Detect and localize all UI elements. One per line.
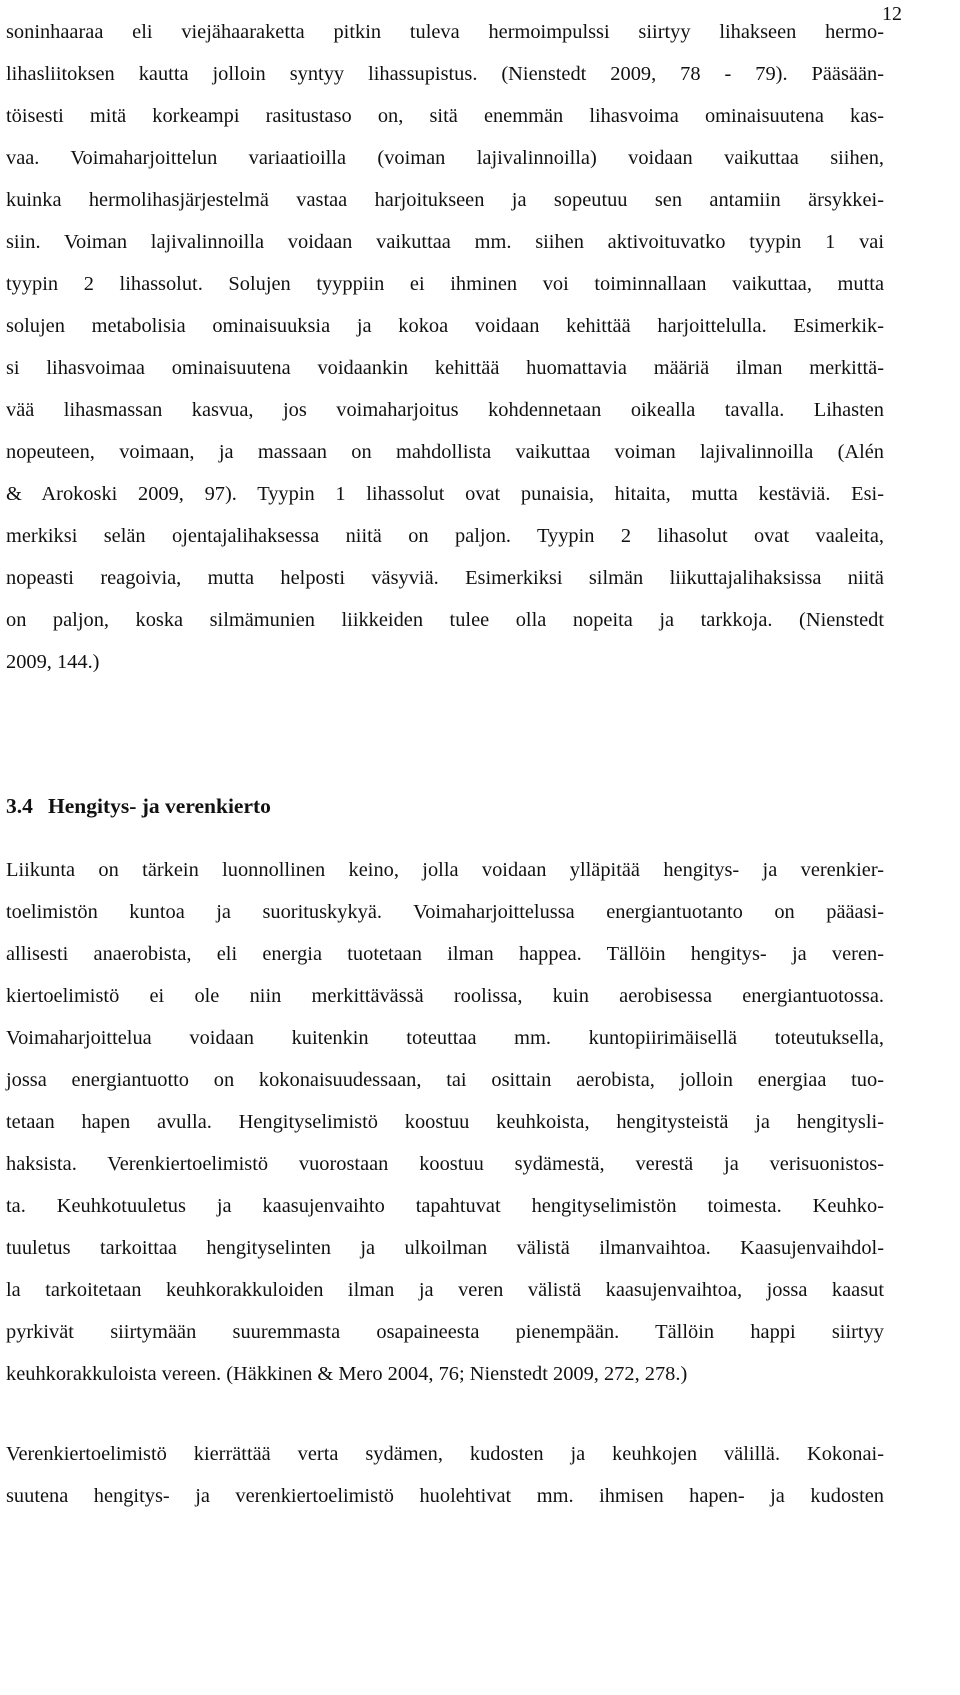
text-line: allisesti anaerobista, eli energia tuotetaan ilman happea. Tällöin hengitys- ja veren- xyxy=(6,943,884,965)
text-line: soninhaaraa eli viejähaaraketta pitkin tuleva hermoimpulssi siirtyy lihakseen hermo- xyxy=(6,21,884,43)
section-number: 3.4 xyxy=(6,794,33,818)
text-line: vaa. Voimaharjoittelun variaatioilla (voiman lajivalinnoilla) voidaan vaikuttaa siihen, xyxy=(6,147,884,169)
text-line: nopeuteen, voimaan, ja massaan on mahdollista vaikuttaa voiman lajivalinnoilla (Alén xyxy=(6,441,884,463)
text-line: ta. Keuhkotuuletus ja kaasujenvaihto tapahtuvat hengityselimistön toimesta. Keuhko- xyxy=(6,1195,884,1217)
text-line: toelimistön kuntoa ja suorituskykyä. Voimaharjoittelussa energiantuotanto on pääasi- xyxy=(6,901,884,923)
text-line: tuuletus tarkoittaa hengityselinten ja ulkoilman välistä ilmanvaihtoa. Kaasujenvaihdol- xyxy=(6,1237,884,1259)
text-line: Liikunta on tärkein luonnollinen keino, jolla voidaan ylläpitää hengitys- ja verenkier- xyxy=(6,859,884,881)
section-title: Hengitys- ja verenkierto xyxy=(48,794,271,818)
text-line: solujen metabolisia ominaisuuksia ja kokoa voidaan kehittää harjoittelulla. Esimerkik- xyxy=(6,315,884,337)
text-line: & Arokoski 2009, 97). Tyypin 1 lihassolut ovat punaisia, hitaita, mutta kestäviä. Esi- xyxy=(6,483,884,505)
text-line: la tarkoitetaan keuhkorakkuloiden ilman ja veren välistä kaasujenvaihtoa, jossa kaasut xyxy=(6,1279,884,1301)
text-line: jossa energiantuotto on kokonaisuudessaan, tai osittain aerobista, jolloin energiaa tuo- xyxy=(6,1069,884,1091)
text-line: nopeasti reagoivia, mutta helposti väsyviä. Esimerkiksi silmän liikuttajalihaksissa niitä xyxy=(6,567,884,589)
text-line: Voimaharjoittelua voidaan kuitenkin toteuttaa mm. kuntopiirimäisellä toteutuksella, xyxy=(6,1027,884,1049)
text-line: tyypin 2 lihassolut. Solujen tyyppiin ei ihminen voi toiminnallaan vaikuttaa, mutta xyxy=(6,273,884,295)
section-heading xyxy=(6,792,271,820)
text-line: on paljon, koska silmämunien liikkeiden tulee olla nopeita ja tarkkoja. (Nienstedt xyxy=(6,609,884,631)
page-number: 12 xyxy=(882,3,902,25)
text-line: Verenkiertoelimistö kierrättää verta sydämen, kudosten ja keuhkojen välillä. Kokonai- xyxy=(6,1443,884,1465)
text-line: keuhkorakkuloista vereen. (Häkkinen & Mero 2004, 76; Nienstedt 2009, 272, 278.) xyxy=(6,1363,688,1385)
text-line: pyrkivät siirtymään suuremmasta osapaineesta pienempään. Tällöin happi siirtyy xyxy=(6,1321,884,1343)
text-line: 2009, 144.) xyxy=(6,651,100,673)
text-line: töisesti mitä korkeampi rasitustaso on, sitä enemmän lihasvoima ominaisuutena kas- xyxy=(6,105,884,127)
text-line: suutena hengitys- ja verenkiertoelimistö huolehtivat mm. ihmisen hapen- ja kudosten xyxy=(6,1485,884,1507)
text-line: kuinka hermolihasjärjestelmä vastaa harjoitukseen ja sopeutuu sen antamiin ärsykkei- xyxy=(6,189,884,211)
text-line: vää lihasmassan kasvua, jos voimaharjoitus kohdennetaan oikealla tavalla. Lihasten xyxy=(6,399,884,421)
text-line: merkiksi selän ojentajalihaksessa niitä on paljon. Tyypin 2 lihasolut ovat vaaleita, xyxy=(6,525,884,547)
text-line: haksista. Verenkiertoelimistö vuorostaan koostuu sydämestä, verestä ja verisuonistos- xyxy=(6,1153,884,1175)
text-line: siin. Voiman lajivalinnoilla voidaan vaikuttaa mm. siihen aktivoituvatko tyypin 1 vai xyxy=(6,231,884,253)
text-line: tetaan hapen avulla. Hengityselimistö koostuu keuhkoista, hengitysteistä ja hengitysli- xyxy=(6,1111,884,1133)
text-line: kiertoelimistö ei ole niin merkittävässä roolissa, kuin aerobisessa energiantuotossa. xyxy=(6,985,884,1007)
text-line: si lihasvoimaa ominaisuutena voidaankin kehittää huomattavia määriä ilman merkittä- xyxy=(6,357,884,379)
text-line: lihasliitoksen kautta jolloin syntyy lihassupistus. (Nienstedt 2009, 78 - 79). Pääsään- xyxy=(6,63,884,85)
